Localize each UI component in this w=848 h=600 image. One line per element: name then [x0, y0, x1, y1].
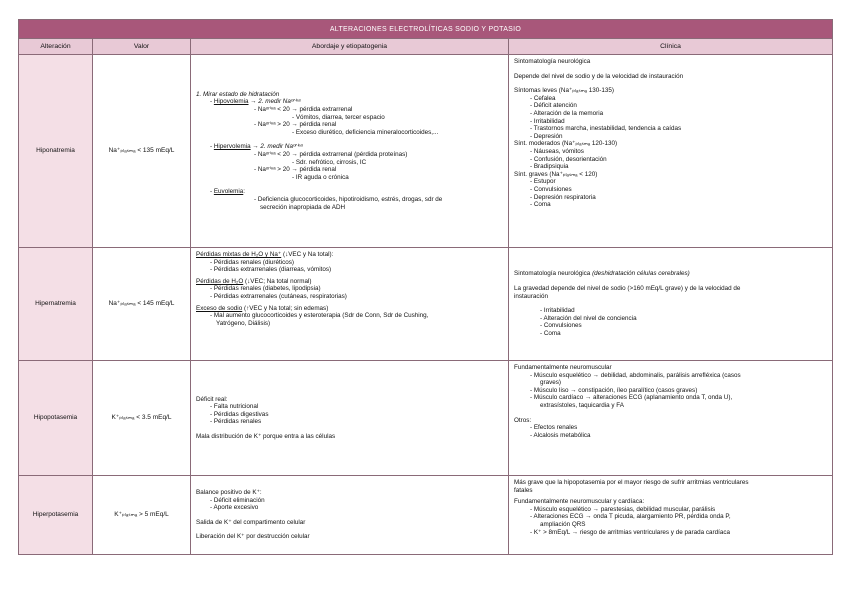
text-line: ampliación QRS	[540, 520, 586, 528]
text-fragment: Sdr. nefrótico, cirrosis, IC	[295, 158, 367, 166]
text-line: - Convulsiones	[540, 322, 582, 330]
clinica-text	[509, 476, 832, 554]
text-fragment: K⁺ > 8mEq/L → riesgo de arritmias ventriculares y de parada cardíaca	[533, 528, 730, 536]
text-line: - Mal aumento glucocorticoides y esteroterapia (Sdr de Conn, Sdr de Cushing,	[210, 312, 429, 320]
text-fragment: Confusión, desorientación	[533, 155, 607, 163]
text-fragment: Alteraciones ECG → onda T picuda, alargamiento PR, pérdida onda P,	[533, 513, 731, 521]
text-line: - Músculo esquelético → debilidad, abdominalis, parálisis arrefléxica (casos	[530, 371, 741, 379]
text-fragment: Hipovolemia	[213, 98, 249, 106]
text-fragment: Alcalosis metabólica	[533, 431, 591, 439]
text-line: - Coma	[540, 329, 561, 337]
text-fragment: Alteración del nivel de conciencia	[543, 314, 637, 322]
table-title: ALTERACIONES ELECTROLÍTICAS SODIO Y POTASIO	[19, 20, 832, 39]
text-line: Sínt. graves (Na⁺ₚₗₐₛₘₐ < 120)	[514, 170, 598, 178]
text-fragment: Estupor	[533, 178, 556, 186]
text-line: - Alteración de la memoria	[530, 109, 604, 117]
text-fragment: Músculo esquelético → debilidad, abdominalis, parálisis arrefléxica (casos	[533, 371, 741, 379]
alteracion-name: Hiponatremia	[19, 55, 93, 247]
text-line: - Coma	[530, 201, 551, 209]
text-line: - Sdr. nefrótico, cirrosis, IC	[292, 158, 367, 166]
text-line: - Pérdidas renales (diuréticos)	[210, 258, 295, 266]
text-line: Sintomatología neurológica	[514, 58, 591, 65]
text-fragment: Hipervolemia	[213, 143, 251, 151]
text-line: - Alteraciones ECG → onda T picuda, alargamiento PR, pérdida onda P,	[530, 513, 731, 521]
text-line: - Náuseas, vómitos	[530, 147, 584, 155]
text-line: Mala distribución de K⁺ porque entra a las células	[196, 432, 336, 440]
text-fragment: (↓VEC y Na total):	[281, 251, 334, 258]
text-fragment: Músculo liso → constipación, íleo paralítico (casos graves)	[533, 386, 698, 394]
abordaje-text	[191, 476, 509, 554]
abordaje-text	[191, 248, 509, 360]
text-line: - Naᵒʳⁱⁿᵃ > 20 → pérdida renal	[254, 166, 337, 174]
text-line: La gravedad depende del nivel de sodio (>160 mEq/L grave) y de la velocidad de	[514, 285, 741, 293]
text-fragment: Depresión respiratoria	[533, 193, 596, 201]
text-line: - IR aguda o crónica	[292, 173, 349, 181]
text-fragment: Naᵒʳⁱⁿᵃ > 20 → pérdida renal	[257, 166, 337, 174]
text-fragment: Convulsiones	[543, 322, 582, 330]
text-fragment: :	[243, 188, 246, 196]
abordaje-text	[191, 55, 509, 247]
text-line: extrasístoles, taquicardia y FA	[540, 401, 624, 409]
text-fragment: Pérdidas extrarrenales (cutáneas, respiratorias)	[213, 292, 347, 300]
text-line: - Naᵒʳⁱⁿᵃ < 20 → pérdida extrarrenal (pérdida proteínas)	[254, 151, 408, 158]
clinica-text	[509, 55, 832, 247]
text-line: - Irritabilidad	[530, 117, 565, 125]
text-line: secreción inapropiada de ADH	[260, 203, 346, 211]
text-fragment: Déficit atención	[533, 102, 577, 110]
text-line: - Irritabilidad	[540, 307, 575, 315]
text-fragment: Pérdidas de H₂O	[196, 277, 244, 285]
text-line: - Músculo liso → constipación, íleo paralítico (casos graves)	[530, 386, 698, 394]
valor-value: K⁺ₚₗₐₛₘₐ < 3.5 mEq/L	[93, 361, 191, 475]
text-fragment: (deshidratación células cerebrales)	[590, 270, 690, 278]
text-line	[514, 270, 827, 278]
row-hiperpotasemia	[19, 476, 832, 554]
text-line: - Alteración del nivel de conciencia	[540, 314, 637, 322]
clinica-text	[509, 248, 832, 360]
text-line: Sínt. moderados (Na⁺ₚₗₐₛₘₐ 120-130)	[514, 140, 618, 148]
header-row	[19, 39, 832, 55]
text-line: - Músculo esquelético → parestesias, debilidad muscular, parálisis	[530, 505, 716, 513]
text-line: - Estupor	[530, 178, 556, 186]
text-fragment: Depresión	[533, 132, 563, 140]
text-fragment: Sintomatología neurológica	[514, 270, 591, 278]
text-line: - Exceso diurético, deficiencia mineralocorticoides,...	[292, 128, 439, 136]
text-line: - Hipovolemia → 2. medir Naᵒʳⁱⁿᵃ	[210, 98, 301, 106]
text-fragment: Bradipsiquia	[533, 163, 569, 171]
text-line: - Efectos renales	[530, 424, 578, 432]
text-line: - Trastornos marcha, inestabilidad, tendencia a caídas	[530, 125, 682, 133]
text-fragment: Efectos renales	[533, 424, 578, 432]
text-fragment: Pérdidas renales (diuréticos)	[213, 258, 295, 266]
row-hiponatremia	[19, 55, 832, 248]
text-fragment: Irritabilidad	[533, 117, 565, 125]
text-line: - Pérdidas renales	[210, 418, 262, 426]
text-fragment: Náuseas, vómitos	[533, 147, 584, 155]
clinica-text	[509, 361, 832, 475]
row-hipernatremia	[19, 248, 832, 361]
text-fragment: Músculo esquelético → parestesias, debilidad muscular, parálisis	[533, 505, 716, 513]
text-fragment: Pérdidas digestivas	[213, 410, 269, 418]
alteracion-name: Hipopotasemia	[19, 361, 93, 475]
text-line: Salida de K⁺ del compartimento celular	[196, 518, 306, 526]
text-line: 1. Mirar estado de hidratación	[196, 90, 280, 98]
text-fragment: Músculo cardíaco → alteraciones ECG (aplanamiento onda T, onda U),	[533, 394, 733, 402]
text-line: Otros:	[514, 416, 532, 424]
text-fragment: (↓VEC; Na total normal)	[243, 277, 312, 285]
text-fragment: Cefalea	[533, 94, 556, 102]
text-fragment: Convulsiones	[533, 185, 572, 193]
text-line: - Pérdidas extrarrenales (diarreas, vómitos)	[210, 266, 332, 274]
text-line: Yatrógeno, Diálisis)	[216, 319, 271, 327]
text-line: Liberación del K⁺ por destrucción celular	[196, 533, 310, 541]
text-line	[196, 278, 503, 286]
text-line: Más grave que la hipopotasemia por el mayor riesgo de sufrir arritmias ventriculares	[514, 479, 749, 486]
text-fragment: IR aguda o crónica	[295, 173, 349, 181]
text-line: Fundamentalmente neuromuscular	[514, 364, 612, 371]
text-line: - Bradipsiquia	[530, 163, 569, 171]
text-line: Fundamentalmente neuromuscular y cardíaca:	[514, 498, 645, 506]
text-line: fatales	[514, 486, 533, 494]
text-line: instauración	[514, 292, 548, 300]
text-line	[196, 305, 503, 313]
text-line: - Falta nutricional	[210, 403, 259, 411]
text-fragment: Pérdidas extrarrenales (diarreas, vómitos)	[213, 266, 332, 274]
text-fragment: Naᵒʳⁱⁿᵃ < 20 → pérdida extrarrenal	[257, 106, 353, 114]
text-line: - Naᵒʳⁱⁿᵃ > 20 → pérdida renal	[254, 121, 337, 129]
text-line: Déficit real:	[196, 395, 228, 403]
abordaje-text	[191, 361, 509, 475]
header-valor: Valor	[93, 39, 191, 54]
text-fragment: Naᵒʳⁱⁿᵃ > 20 → pérdida renal	[257, 121, 337, 129]
header-abordaje: Abordaje y etiopatogenia	[191, 39, 509, 54]
text-fragment: Euvolemia	[213, 188, 244, 196]
text-line: - Aporte excesivo	[210, 504, 259, 512]
text-fragment: → 2. medir Naᵒʳⁱⁿᵃ	[250, 143, 303, 151]
text-line: - Pérdidas extrarrenales (cutáneas, respiratorias)	[210, 292, 347, 300]
text-line: - Euvolemia:	[210, 188, 246, 196]
text-line: graves)	[540, 379, 561, 387]
electrolyte-table	[18, 19, 833, 555]
text-fragment: Coma	[543, 329, 561, 337]
text-fragment: (↑VEC y Na total; sin edemas)	[242, 304, 329, 312]
text-line: - Hipervolemia → 2. medir Naᵒʳⁱⁿᵃ	[210, 143, 303, 151]
text-line	[196, 251, 503, 259]
row-hipopotasemia	[19, 361, 832, 476]
text-line: - Pérdidas digestivas	[210, 410, 269, 418]
text-fragment: Pérdidas renales	[213, 418, 262, 426]
text-line: - Depresión	[530, 132, 563, 140]
text-line: - Depresión respiratoria	[530, 193, 596, 201]
text-line: Depende del nivel de sodio y de la velocidad de instauración	[514, 72, 684, 80]
text-fragment: Exceso de sodio	[196, 304, 243, 312]
text-fragment: Deficiencia glucocorticoides, hipotiroidismo, estrés, drogas, sdr de	[257, 195, 443, 203]
alteracion-name: Hipernatremia	[19, 248, 93, 360]
text-fragment: Naᵒʳⁱⁿᵃ < 20 → pérdida extrarrenal (pérdida proteínas)	[257, 151, 408, 158]
text-line: - Convulsiones	[530, 185, 572, 193]
text-line: - Alcalosis metabólica	[530, 431, 591, 439]
valor-value: Na⁺ₚₗₐₛₘₐ < 135 mEq/L	[93, 55, 191, 247]
text-line: - K⁺ > 8mEq/L → riesgo de arritmias ventriculares y de parada cardíaca	[530, 528, 730, 536]
text-fragment: Exceso diurético, deficiencia mineralocorticoides,...	[295, 128, 439, 136]
text-line: - Vómitos, diarrea, tercer espacio	[292, 113, 385, 121]
text-fragment: Irritabilidad	[543, 307, 575, 315]
text-line: - Músculo cardíaco → alteraciones ECG (aplanamiento onda T, onda U),	[530, 394, 733, 402]
text-fragment: Mal aumento glucocorticoides y esteroterapia (Sdr de Conn, Sdr de Cushing,	[213, 312, 429, 320]
text-fragment: Trastornos marcha, inestabilidad, tendencia a caídas	[533, 125, 682, 133]
text-fragment: Déficit eliminación	[213, 496, 265, 504]
text-line: - Deficiencia glucocorticoides, hipotiroidismo, estrés, drogas, sdr de	[254, 195, 443, 203]
text-fragment: Falta nutricional	[213, 403, 259, 411]
text-line: Síntomas leves (Na⁺ₚₗₐₛₘₐ 130-135)	[514, 87, 614, 95]
text-line: - Pérdidas renales (diabetes, lipodipsia)	[210, 285, 321, 293]
header-alteracion: Alteración	[19, 39, 93, 54]
text-line: - Déficit atención	[530, 102, 577, 110]
header-clinica: Clínica	[509, 39, 832, 54]
text-fragment: → 2. medir Naᵒʳⁱⁿᵃ	[248, 98, 301, 106]
alteracion-name: Hiperpotasemia	[19, 476, 93, 554]
text-fragment: Pérdidas mixtas de H₂O y Na⁺	[196, 251, 282, 258]
text-line: - Déficit eliminación	[210, 496, 265, 504]
text-fragment: Vómitos, diarrea, tercer espacio	[295, 113, 385, 121]
text-line: Balance positivo de K⁺:	[196, 489, 262, 497]
text-line: - Confusión, desorientación	[530, 155, 607, 163]
text-fragment: Coma	[533, 201, 551, 209]
valor-value: K⁺ₚₗₐₛₘₐ > 5 mEq/L	[93, 476, 191, 554]
valor-value: Na⁺ₚₗₐₛₘₐ < 145 mEq/L	[93, 248, 191, 360]
text-fragment: Alteración de la memoria	[533, 109, 604, 117]
text-fragment: Aporte excesivo	[213, 504, 259, 512]
text-fragment: Pérdidas renales (diabetes, lipodipsia)	[213, 285, 321, 293]
text-line: - Cefalea	[530, 94, 556, 102]
text-line: - Naᵒʳⁱⁿᵃ < 20 → pérdida extrarrenal	[254, 106, 353, 114]
